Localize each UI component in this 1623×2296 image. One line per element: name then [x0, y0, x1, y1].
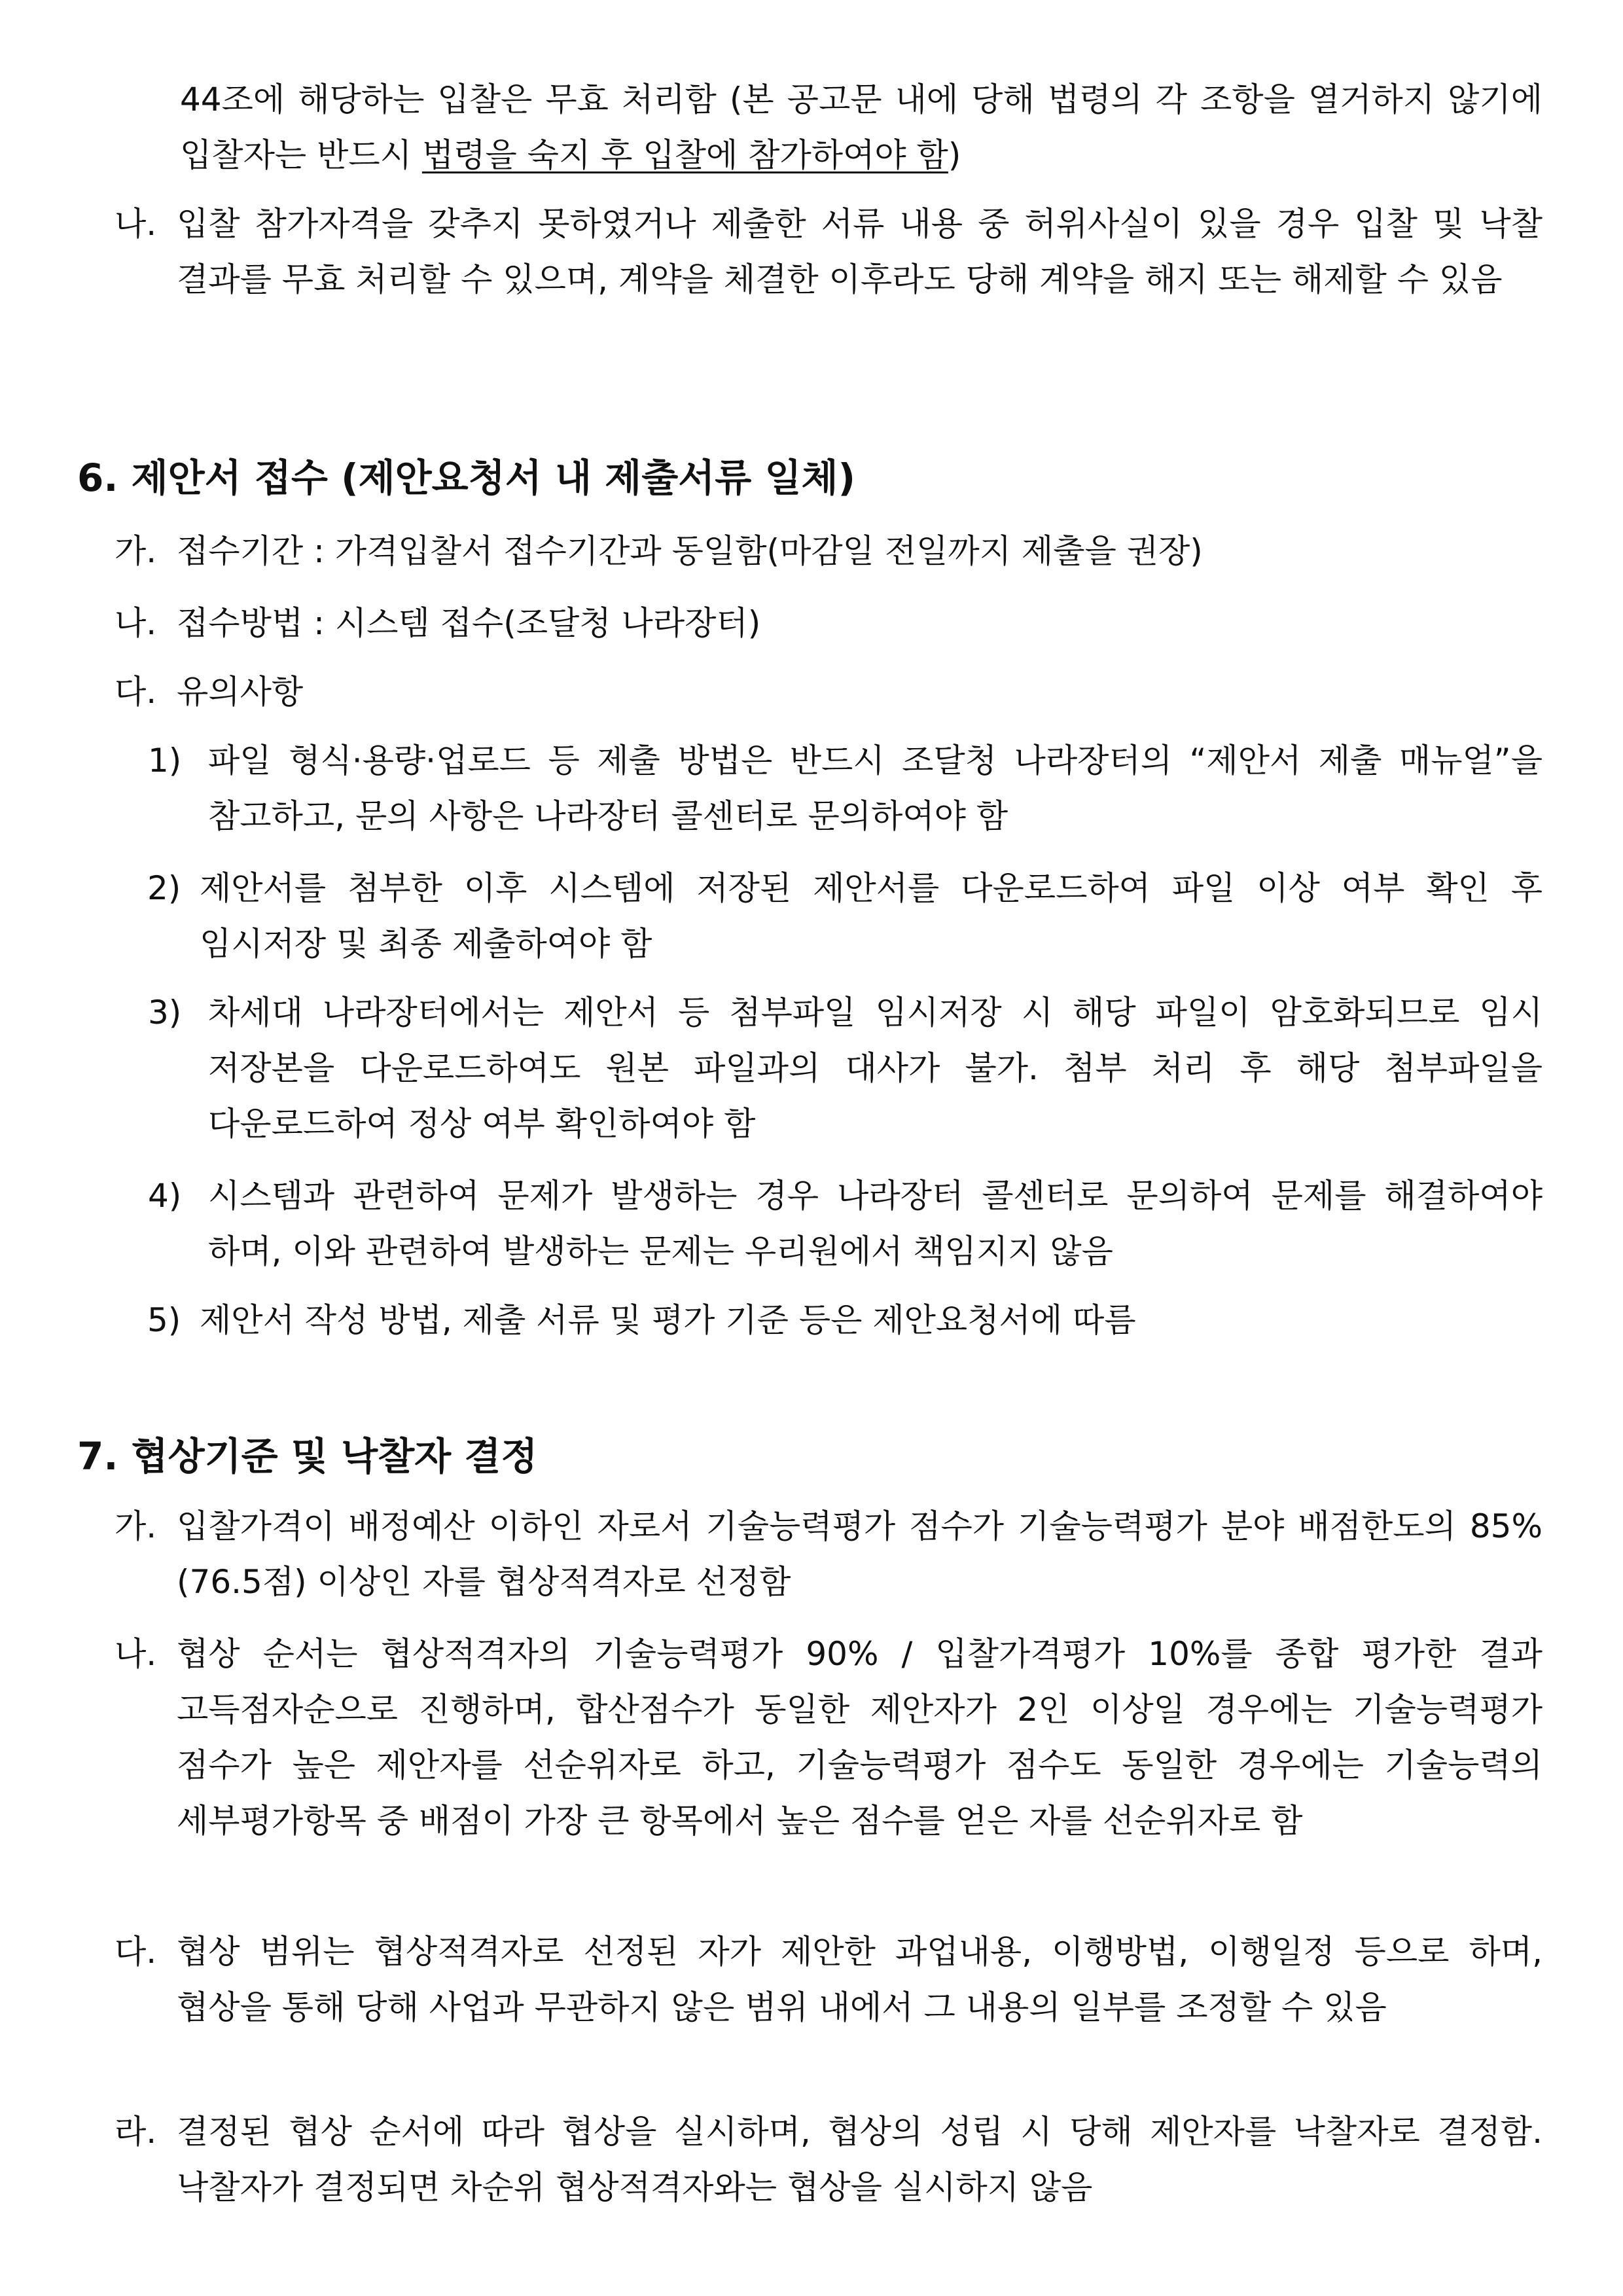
list-item: [115, 196, 1543, 308]
note-text: 차세대 나라장터에서는 제안서 등 첨부파일 임시저장 시 해당 파일이 암호화되므로 임시 저장본을 다운로드하여도 원본 파일과의 대사가 불가. 첨부 처리 후 해당 첨부파일을 다운로드하여 정상 여부 확인하여야 함: [208, 994, 1543, 1143]
list-item-text: 입찰가격이 배정예산 이하인 자로서 기술능력평가 점수가 기술능력평가 분야 배점한도의 85%(76.5점) 이상인 자를 협상적격자로 선정함: [177, 1507, 1543, 1601]
section-6-item-na: [115, 596, 1543, 651]
list-item-text: 유의사항: [177, 673, 304, 711]
note-text: 제안서를 첨부한 이후 시스템에 저장된 제안서를 다운로드하여 파일 이상 여부 확인 후 임시저장 및 최종 제출하여야 함: [200, 869, 1543, 963]
list-marker: 다.: [115, 1933, 157, 1971]
note-marker: 4): [148, 1177, 182, 1215]
list-marker: 라.: [115, 2113, 157, 2151]
section-7-item-da: [115, 1924, 1543, 2036]
list-item-text: 접수방법 : 시스템 접수(조달청 나라장터): [177, 604, 761, 642]
note-item-2: [147, 861, 1543, 972]
note-item-4: [148, 1168, 1543, 1280]
continuation-text: 44조에 해당하는 입찰은 무효 처리함 (본 공고문 내에 당해 법령의 각 조항을 열거하지 않기에 입찰자는 반드시: [180, 81, 1543, 174]
note-marker: 5): [147, 1301, 181, 1339]
section-7-heading: 7. 협상기준 및 낙찰자 결정: [77, 1434, 538, 1479]
list-marker: 다.: [115, 673, 157, 711]
note-text: 파일 형식·용량·업로드 등 제출 방법은 반드시 조달청 나라장터의 “제안서 제출 매뉴얼”을 참고하고, 문의 사항은 나라장터 콜센터로 문의하여야 함: [208, 742, 1543, 835]
list-marker: 나.: [115, 1635, 157, 1673]
note-marker: 3): [148, 994, 182, 1031]
section-7-item-na: [115, 1626, 1543, 1849]
continuation-closing: ): [948, 136, 961, 174]
list-marker: 가.: [115, 532, 157, 570]
list-item-text: 입찰 참가자격을 갖추지 못하였거나 제출한 서류 내용 중 허위사실이 있을 경우 입찰 및 낙찰 결과를 무효 처리할 수 있으며, 계약을 체결한 이후라도 당해 계약을 해지 또는 해제할 수 있음: [177, 205, 1543, 298]
note-text: 제안서 작성 방법, 제출 서류 및 평가 기준 등은 제안요청서에 따름: [200, 1301, 1136, 1339]
list-item-text: 접수기간 : 가격입찰서 접수기간과 동일함(마감일 전일까지 제출을 권장): [177, 532, 1203, 570]
note-item-5: [147, 1293, 1543, 1348]
section-7-item-ga: [115, 1499, 1543, 1610]
underlined-requirement: 법령을 숙지 후 입찰에 참가하여야 함: [421, 136, 948, 174]
list-marker: 나.: [115, 604, 157, 642]
list-item-text: 협상 범위는 협상적격자로 선정된 자가 제안한 과업내용, 이행방법, 이행일정 등으로 하며, 협상을 통해 당해 사업과 무관하지 않은 범위 내에서 그 내용의 일부를 조정할 수 있음: [177, 1933, 1543, 2026]
list-item-text: 협상 순서는 협상적격자의 기술능력평가 90% / 입찰가격평가 10%를 종합 평가한 결과 고득점자순으로 진행하며, 합산점수가 동일한 제안자가 2인 이상일 경우에는 기술능력평가 점수가 높은 제안자를 선순위자로 하고, 기술능력평가 점수도 동일한 경우에는 기술능력의 세부평가항목 중 배점이 가장 큰 항목에서 높은 점수를 얻은 자를 선순위자로 함: [177, 1635, 1543, 1840]
note-marker: 2): [147, 869, 181, 907]
list-marker: 나.: [115, 205, 157, 243]
section-6-heading: 6. 제안서 접수 (제안요청서 내 제출서류 일체): [77, 456, 856, 500]
section-6-item-ga: [115, 524, 1543, 579]
note-text: 시스템과 관련하여 문제가 발생하는 경우 나라장터 콜센터로 문의하여 문제를 해결하여야 하며, 이와 관련하여 발생하는 문제는 우리원에서 책임지지 않음: [208, 1177, 1543, 1270]
note-item-3: [148, 985, 1543, 1152]
section-6-item-da: [115, 664, 1543, 720]
note-item-1: [148, 733, 1543, 844]
list-item-text: 결정된 협상 순서에 따라 협상을 실시하며, 협상의 성립 시 당해 제안자를 낙찰자로 결정함. 낙찰자가 결정되면 차순위 협상적격자와는 협상을 실시하지 않음: [177, 2113, 1543, 2206]
continuation-paragraph: [180, 72, 1543, 183]
section-7-item-ra: [115, 2104, 1543, 2215]
list-marker: 가.: [115, 1507, 157, 1545]
note-marker: 1): [148, 742, 182, 780]
